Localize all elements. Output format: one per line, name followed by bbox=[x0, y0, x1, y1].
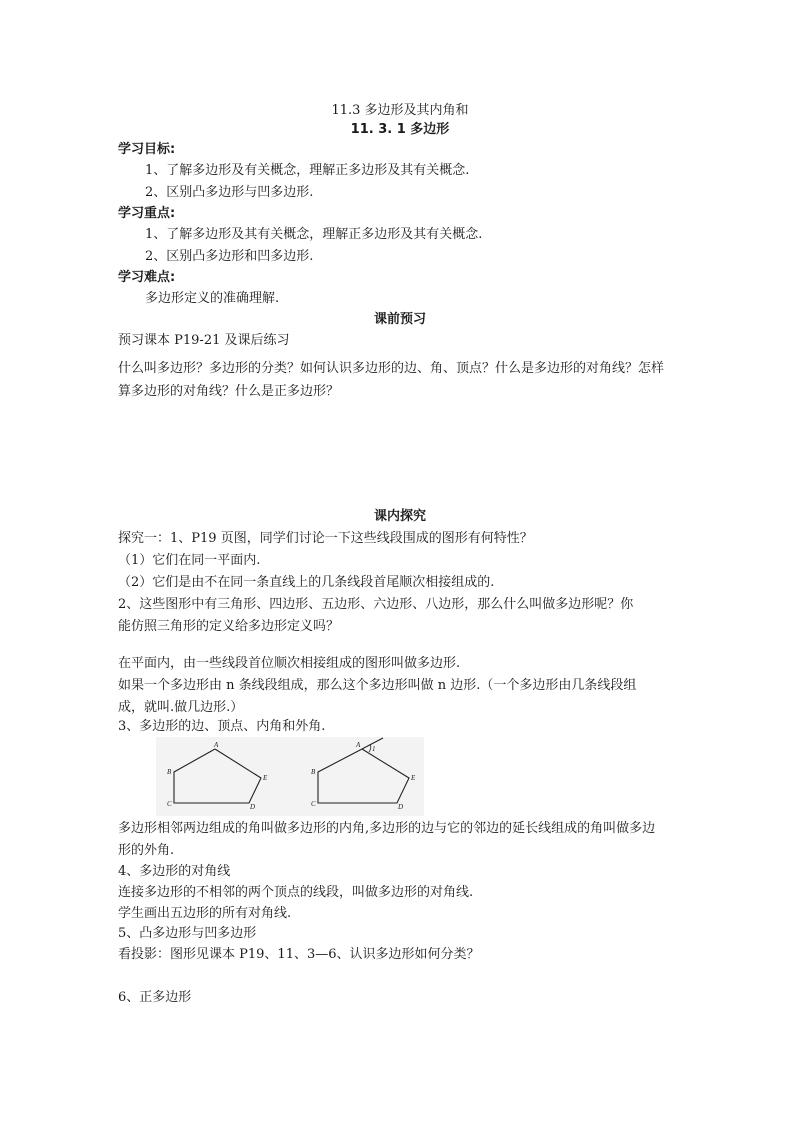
label-b: B bbox=[311, 768, 316, 776]
label-c: C bbox=[167, 800, 172, 808]
goal-item: 2、区别凸多边形与凹多边形. bbox=[145, 185, 314, 200]
label-a: A bbox=[214, 741, 219, 749]
preview-line: 什么叫多边形？多边形的分类？如何认识多边形的边、角、顶点？什么是多边形的对角线？怎样 bbox=[118, 361, 665, 376]
explore-line: 2、这些图形中有三角形、四边形、五边形、六边形、八边形，那么什么叫做多边形呢？你 bbox=[118, 597, 634, 612]
explore-line: 6、正多边形 bbox=[118, 990, 192, 1005]
keypoints-heading: 学习重点: bbox=[118, 206, 176, 221]
explore-line: （1）它们在同一平面内. bbox=[118, 553, 261, 568]
explore-heading: 课内探究 bbox=[373, 509, 426, 524]
label-d: D bbox=[398, 803, 404, 811]
label-e: E bbox=[263, 774, 268, 782]
preview-line: 算多边形的对角线？什么是正多边形？ bbox=[118, 384, 340, 399]
doc-title: 11.3 多边形及其内角和 bbox=[331, 103, 469, 118]
explore-line: 学生画出五边形的所有对角线. bbox=[118, 906, 292, 921]
keypoint-item: 2、区别凸多边形和凹多边形. bbox=[145, 249, 314, 264]
label-e: E bbox=[411, 774, 416, 782]
explore-line: 形的外角. bbox=[118, 843, 175, 858]
keypoint-item: 1、了解多边形及其有关概念，理解正多边形及其有关概念. bbox=[145, 227, 483, 242]
explore-line: 成，就叫.做几边形.） bbox=[118, 700, 244, 715]
goals-heading: 学习目标: bbox=[118, 142, 176, 157]
explore-line: 如果一个多边形由 n 条线段组成，那么这个多边形叫做 n 边形.（一个多边形由几条线段组 bbox=[118, 678, 637, 693]
goal-item: 1、了解多边形及有关概念，理解正多边形及其有关概念. bbox=[145, 163, 470, 178]
explore-line: 5、凸多边形与凹多边形 bbox=[118, 926, 257, 941]
pentagon-right bbox=[318, 749, 409, 803]
preview-line: 预习课本 P19-21 及课后练习 bbox=[118, 333, 290, 348]
label-a: A bbox=[356, 741, 361, 749]
difficulty-heading: 学习难点: bbox=[118, 270, 176, 285]
explore-line: 连接多边形的不相邻的两个顶点的线段，叫做多边形的对角线. bbox=[118, 885, 474, 900]
explore-line: （2）它们是由不在同一条直线上的几条线段首尾顺次相接组成的. bbox=[118, 575, 495, 590]
label-d: D bbox=[250, 803, 256, 811]
explore-line: 在平面内，由一些线段首位顺次相接组成的图形叫做多边形. bbox=[118, 656, 461, 671]
explore-line: 3、多边形的边、顶点、内角和外角. bbox=[118, 719, 326, 734]
explore-line: 能仿照三角形的定义给多边形定义吗？ bbox=[118, 619, 340, 634]
polygon-figure bbox=[156, 737, 424, 816]
explore-line: 4、多边形的对角线 bbox=[118, 864, 231, 879]
explore-line: 看投影：图形见课本 P19、11、3—6、认识多边形如何分类？ bbox=[118, 947, 480, 962]
explore-line: 多边形相邻两边组成的角叫做多边形的内角,多边形的边与它的邻边的延长线组成的角叫做多边 bbox=[118, 821, 656, 836]
preview-heading: 课前预习 bbox=[373, 312, 426, 327]
label-c: C bbox=[311, 800, 316, 808]
doc-subtitle: 11. 3. 1 多边形 bbox=[350, 122, 450, 137]
explore-line: 探究一：1、P19 页图，同学们讨论一下这些线段围成的图形有何特性？ bbox=[118, 531, 533, 546]
label-angle-1: 1 bbox=[372, 745, 376, 753]
pentagon-left bbox=[174, 749, 261, 803]
difficulty-item: 多边形定义的准确理解. bbox=[145, 291, 280, 306]
label-b: B bbox=[167, 768, 172, 776]
